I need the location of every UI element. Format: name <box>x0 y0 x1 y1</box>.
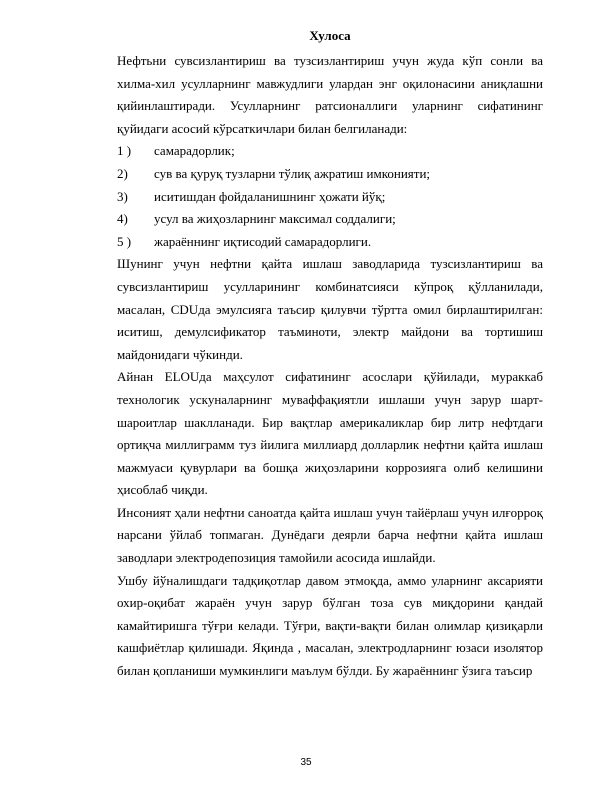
list-item <box>117 186 543 209</box>
list-item-number: 5 ) <box>117 233 132 249</box>
list-item-number: 2) <box>117 165 128 181</box>
paragraph-intro <box>117 50 543 140</box>
document-title: Хулоса <box>309 28 351 43</box>
list-item-text: самарадорлик; <box>154 143 235 159</box>
paragraph-research: Ушбу йўналишдаги тадқиқотлар давом этмоқда, аммо уларнинг аксарияти охир-оқибат жараён учун зарур бўлган тоза сув миқдорини қандай камайтиришга тўғри келади. Тўғри, вақти-вақти билан олимлар қизиқарли кашфиётлар қилишади. Яқинда , масалан, электродларнинг юзаси изолятор билан қопланиши мумкинлиги маълум бўлди. Бу жараённинг ўзига таъсир <box>117 572 543 679</box>
page-number: 35 <box>300 757 312 768</box>
list-item <box>117 231 543 254</box>
list-item-text: сув ва қуруқ тузларни тўлиқ ажратиш имконияти; <box>154 165 431 181</box>
paragraph-electrodeposition: Инсоният ҳали нефтни саноатда қайта ишлаш учун тайёрлаш учун илғорроқ нарсани ўйлаб топмаган. Дунёдаги деярли барча нефтни қайта ишлаш заводлари электродепозиция тамойили асосида ишлайди. <box>117 504 543 566</box>
list-item <box>117 140 543 163</box>
paragraph-elou: Айнан ELOUда маҳсулот сифатининг асослари қўйилади, мураккаб технологик ускуналарнинг муваффақиятли ишлаши учун зарур шарт-шароитлар шаклланади. Бир вақтлар америкаликлар бир литр нефтдаги ортиқча миллиграмм туз йилига миллиард долларлик нефтни қайта ишлаш мажмуаси қувурлари ва бошқа жиҳозларини коррозияга олиб келишини ҳисоблаб чиқди. <box>117 369 543 498</box>
list-item-number: 4) <box>117 211 128 227</box>
list-item <box>117 163 543 186</box>
paragraph-combination: Шунинг учун нефтни қайта ишлаш заводларида тузсизлантириш ва сувсизлантириш усулларининг комбинатсияси кўпроқ қўлланилади, масалан, CDUда эмулсияга таъсир қилувчи тўртта омил бирлаштирилган: иситиш, демулсификатор таъминоти, электр майдони ва тортишиш майдонидаги чўкинди. <box>117 256 543 362</box>
list-item <box>117 208 543 231</box>
list-item-text: жараённинг иқтисодий самарадорлиги. <box>154 233 372 249</box>
criteria-list <box>117 140 543 253</box>
paragraph-intro-text: Нефтьни сувсизлантириш ва тузсизлантириш учун жуда кўп сонли ва хилма-хил усулларнинг мавжудлиги улардан энг оқилонасини аниқлашни қийинлаштиради. Усулларнинг ратсионаллиги уларнинг сифатининг қуйидаги асосий кўрсаткичлари билан белгиланади: <box>117 53 543 136</box>
list-item-text: иситишдан фойдаланишнинг ҳожати йўқ; <box>154 188 386 204</box>
list-item-number: 1 ) <box>117 143 132 159</box>
list-item-text: усул ва жиҳозларнинг максимал соддалиги; <box>154 211 396 227</box>
list-item-number: 3) <box>117 188 128 204</box>
document-page <box>117 28 543 683</box>
